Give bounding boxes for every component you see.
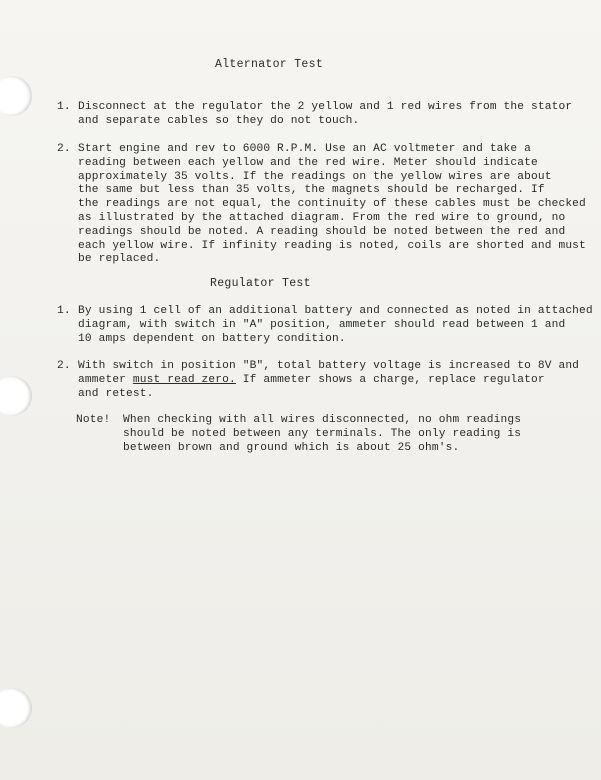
underlined-emphasis: must read zero. (132, 373, 236, 386)
alternator-test-heading: Alternator Test (215, 58, 324, 71)
step-number: 2. (57, 143, 71, 155)
text-line: the same but less than 35 volts, the magnets should be recharged. If (78, 184, 545, 197)
text-line: and retest. (78, 387, 154, 400)
punch-hole-middle (0, 376, 32, 416)
text-line: diagram, with switch in "A" position, ammeter should read between 1 and (78, 318, 566, 331)
punch-hole-top (0, 76, 32, 116)
text-line: the readings are not equal, the continuity of these cables must be checked (78, 198, 586, 211)
text-fragment: If ammeter shows a charge, replace regulator (235, 373, 545, 386)
text-line: between brown and ground which is about 25 ohm's. (123, 441, 460, 454)
punch-hole-bottom (0, 688, 32, 728)
text-line (78, 373, 545, 388)
text-fragment: ammeter (78, 373, 133, 386)
text-line: By using 1 cell of an additional battery and connected as noted in attached (78, 305, 593, 317)
text-line: approximately 35 volts. If the readings on the yellow wires are about (78, 170, 552, 183)
text-line: With switch in position "B", total battery voltage is increased to 8V and (78, 360, 580, 372)
text-line: be replaced. (78, 253, 161, 266)
text-line: and separate cables so they do not touch. (78, 114, 360, 127)
text-line: Disconnect at the regulator the 2 yellow and 1 red wires from the stator (78, 101, 573, 113)
text-line: as illustrated by the attached diagram. From the red wire to ground, no (78, 211, 566, 224)
regulator-test-heading: Regulator Test (210, 277, 311, 290)
step-text (78, 143, 586, 267)
text-line: 10 amps dependent on battery condition. (78, 332, 346, 345)
note-text (123, 414, 523, 455)
step-number: 1. (57, 305, 71, 317)
text-line: should be noted between any terminals. The only reading is (123, 427, 522, 440)
step-text (78, 101, 573, 129)
step-text (78, 305, 593, 346)
text-line: Start engine and rev to 6000 R.P.M. Use an AC voltmeter and take a (78, 143, 531, 155)
note-label: Note! (76, 414, 111, 426)
text-line: When checking with all wires disconnected, no ohm readings (123, 414, 522, 426)
step-text (78, 360, 580, 401)
text-line: each yellow wire. If infinity reading is noted, coils are shorted and must (78, 239, 586, 252)
text-line: reading between each yellow and the red wire. Meter should indicate (78, 156, 538, 169)
step-number: 2. (57, 360, 71, 372)
text-line: readings should be noted. A reading should be noted between the red and (78, 225, 566, 238)
step-number: 1. (57, 101, 71, 113)
